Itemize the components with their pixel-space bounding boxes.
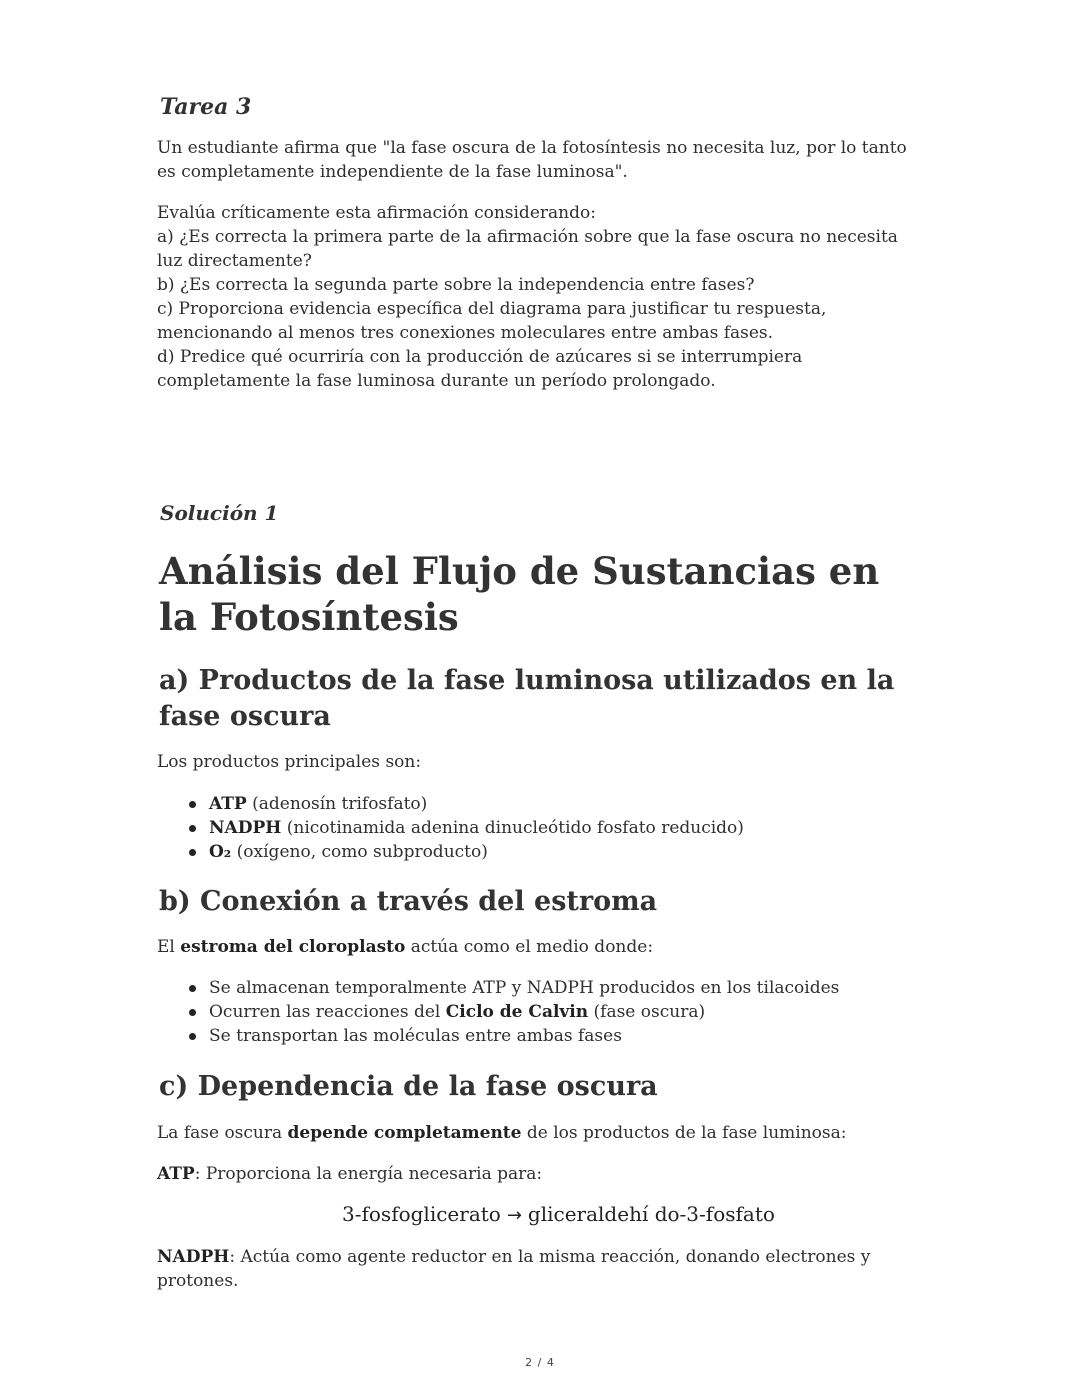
list-item: Se transportan las moléculas entre ambas fases: [187, 1024, 927, 1048]
question-d: d) Predice qué ocurriría con la producción de azúcares si se interrumpiera completamente la fase luminosa durante un período prolongado.: [157, 347, 803, 391]
equation-reactant: 3-fosfoglicerato: [342, 1202, 501, 1226]
section-c-intro: La fase oscura depende completamente de los productos de la fase luminosa:: [157, 1123, 847, 1143]
section-a-intro: Los productos principales son:: [157, 752, 422, 772]
products-list: [187, 792, 927, 864]
equation-product: gliceraldehí do-3-fosfato: [527, 1202, 775, 1226]
task-lead: Evalúa críticamente esta afirmación considerando:: [157, 203, 596, 223]
task-intro: Un estudiante afirma que "la fase oscura de la fotosíntesis no necesita luz, por lo tanto es completamente independiente de la fase luminosa".: [157, 138, 907, 182]
task-title: Tarea 3: [160, 94, 252, 120]
question-b: b) ¿Es correcta la segunda parte sobre la independencia entre fases?: [157, 275, 755, 295]
section-a-heading: a) Productos de la fase luminosa utilizados en la fase oscura: [159, 665, 895, 732]
task-questions: [157, 201, 927, 393]
solution-title: Análisis del Flujo de Sustancias en la Fotosíntesis: [159, 549, 880, 639]
page-number: 2 / 4: [525, 1356, 555, 1369]
nadph-description: NADPH: Actúa como agente reductor en la misma reacción, donando electrones y protones.: [157, 1247, 871, 1291]
stroma-list: [187, 976, 927, 1048]
list-item: Ocurren las reacciones del Ciclo de Calvin (fase oscura): [187, 1000, 927, 1024]
solution-label: Solución 1: [160, 501, 279, 525]
question-a: a) ¿Es correcta la primera parte de la afirmación sobre que la fase oscura no necesita luz directamente?: [157, 227, 898, 271]
reaction-equation: [342, 1202, 775, 1226]
section-b-intro: El estroma del cloroplasto actúa como el medio donde:: [157, 937, 654, 957]
section-b-heading: b) Conexión a través del estroma: [159, 886, 658, 917]
list-item: ATP (adenosín trifosfato): [187, 792, 927, 816]
question-c: c) Proporciona evidencia específica del diagrama para justificar tu respuesta, mencionando al menos tres conexiones moleculares entre ambas fases.: [157, 299, 827, 343]
list-item: NADPH (nicotinamida adenina dinucleótido fosfato reducido): [187, 816, 927, 840]
list-item: O₂ (oxígeno, como subproducto): [187, 840, 927, 864]
arrow-icon: →: [506, 1205, 522, 1226]
atp-description: ATP: Proporciona la energía necesaria para:: [157, 1164, 543, 1184]
list-item: Se almacenan temporalmente ATP y NADPH producidos en los tilacoides: [187, 976, 927, 1000]
section-c-heading: c) Dependencia de la fase oscura: [159, 1071, 658, 1102]
